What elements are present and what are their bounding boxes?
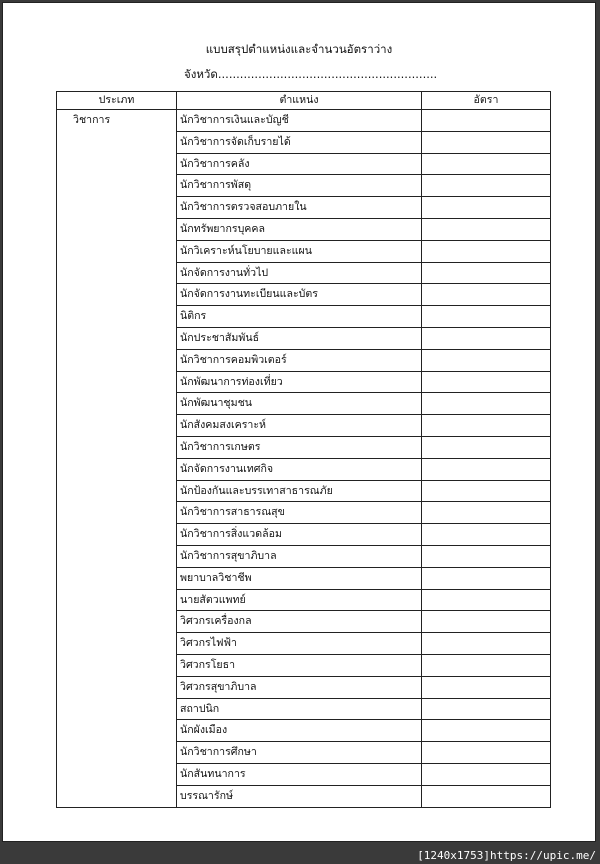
table-row [57, 720, 551, 742]
document-title: แบบสรุปตำแหน่งและจำนวนอัตราว่าง [205, 42, 393, 56]
position-cell: นักวิชาการจัดเก็บรายได้ [177, 131, 422, 153]
table-header-row [57, 92, 551, 110]
rate-cell [422, 545, 551, 567]
category-cell [57, 742, 177, 764]
rate-cell [422, 633, 551, 655]
rate-cell [422, 502, 551, 524]
table-row [57, 567, 551, 589]
position-cell: วิศวกรไฟฟ้า [177, 633, 422, 655]
table-row [57, 611, 551, 633]
category-cell: วิชาการ [57, 110, 177, 132]
rate-cell [422, 262, 551, 284]
position-cell: นิติกร [177, 306, 422, 328]
header-rate: อัตรา [422, 92, 551, 110]
position-cell: นักวิชาการสิ่งแวดล้อม [177, 524, 422, 546]
category-cell [57, 785, 177, 807]
position-cell: บรรณารักษ์ [177, 785, 422, 807]
position-cell: นักผังเมือง [177, 720, 422, 742]
table-row [57, 175, 551, 197]
position-cell: สถาปนิก [177, 698, 422, 720]
rate-cell [422, 393, 551, 415]
category-cell [57, 458, 177, 480]
table-row [57, 698, 551, 720]
position-cell: พยาบาลวิชาชีพ [177, 567, 422, 589]
table-row [57, 349, 551, 371]
province-blank: ............................................................ [217, 67, 438, 81]
table-row [57, 654, 551, 676]
table-row [57, 763, 551, 785]
rate-cell [422, 458, 551, 480]
position-cell: นักวิเคราะห์นโยบายและแผน [177, 240, 422, 262]
table-row [57, 131, 551, 153]
table-row [57, 393, 551, 415]
category-cell [57, 480, 177, 502]
position-cell: นักสังคมสงเคราะห์ [177, 415, 422, 437]
category-cell [57, 153, 177, 175]
rate-cell [422, 589, 551, 611]
category-cell [57, 393, 177, 415]
category-cell [57, 306, 177, 328]
category-cell [57, 763, 177, 785]
rate-cell [422, 197, 551, 219]
rate-cell [422, 524, 551, 546]
position-cell: วิศวกรสุขาภิบาล [177, 676, 422, 698]
category-cell [57, 175, 177, 197]
category-cell [57, 720, 177, 742]
position-cell: วิศวกรเครื่องกล [177, 611, 422, 633]
table-row [57, 262, 551, 284]
category-cell [57, 197, 177, 219]
category-cell [57, 698, 177, 720]
image-watermark: [1240x1753]https://upic.me/ [417, 849, 596, 862]
position-cell: นักวิชาการสาธารณสุข [177, 502, 422, 524]
table-row [57, 371, 551, 393]
table-row [57, 742, 551, 764]
position-cell: นักจัดการงานทะเบียนและบัตร [177, 284, 422, 306]
position-cell: นักวิชาการเงินและบัญชี [177, 110, 422, 132]
position-cell: นักป้องกันและบรรเทาสาธารณภัย [177, 480, 422, 502]
category-cell [57, 567, 177, 589]
table-row [57, 524, 551, 546]
category-cell [57, 218, 177, 240]
table-row [57, 502, 551, 524]
rate-cell [422, 415, 551, 437]
rate-cell [422, 110, 551, 132]
category-cell [57, 284, 177, 306]
position-cell: นักพัฒนาการท่องเที่ยว [177, 371, 422, 393]
rate-cell [422, 742, 551, 764]
rate-cell [422, 240, 551, 262]
position-cell: นักวิชาการศึกษา [177, 742, 422, 764]
category-cell [57, 131, 177, 153]
category-cell [57, 676, 177, 698]
rate-cell [422, 131, 551, 153]
position-cell: นักวิชาการตรวจสอบภายใน [177, 197, 422, 219]
rate-cell [422, 153, 551, 175]
rate-cell [422, 720, 551, 742]
position-cell: นักทรัพยากรบุคคล [177, 218, 422, 240]
position-cell: นักจัดการงานทั่วไป [177, 262, 422, 284]
table-row [57, 589, 551, 611]
table-row [57, 436, 551, 458]
rate-cell [422, 436, 551, 458]
position-cell: นักสันทนาการ [177, 763, 422, 785]
table-row [57, 458, 551, 480]
table-row [57, 197, 551, 219]
table-row [57, 284, 551, 306]
province-line [184, 66, 437, 84]
category-cell [57, 654, 177, 676]
table-body [57, 110, 551, 808]
position-cell: นักวิชาการเกษตร [177, 436, 422, 458]
position-cell: นักวิชาการพัสดุ [177, 175, 422, 197]
table-row [57, 676, 551, 698]
category-cell [57, 415, 177, 437]
rate-cell [422, 327, 551, 349]
table-row [57, 240, 551, 262]
table-row [57, 785, 551, 807]
category-cell [57, 262, 177, 284]
category-cell [57, 436, 177, 458]
rate-cell [422, 284, 551, 306]
table-row [57, 327, 551, 349]
rate-cell [422, 349, 551, 371]
rate-cell [422, 763, 551, 785]
category-cell [57, 545, 177, 567]
category-cell [57, 240, 177, 262]
document-page [2, 2, 596, 842]
position-cell: นักประชาสัมพันธ์ [177, 327, 422, 349]
rate-cell [422, 218, 551, 240]
rate-cell [422, 567, 551, 589]
rate-cell [422, 175, 551, 197]
table-row [57, 545, 551, 567]
rate-cell [422, 676, 551, 698]
table-row [57, 218, 551, 240]
province-label: จังหวัด [184, 67, 218, 81]
category-cell [57, 611, 177, 633]
position-cell: นักวิชาการคอมพิวเตอร์ [177, 349, 422, 371]
category-cell [57, 327, 177, 349]
table-row [57, 153, 551, 175]
table-row [57, 306, 551, 328]
rate-cell [422, 306, 551, 328]
rate-cell [422, 371, 551, 393]
vacancy-table [56, 91, 551, 808]
header-position: ตำแหน่ง [177, 92, 422, 110]
position-cell: นักวิชาการคลัง [177, 153, 422, 175]
rate-cell [422, 698, 551, 720]
category-cell [57, 589, 177, 611]
table-row [57, 480, 551, 502]
position-cell: วิศวกรโยธา [177, 654, 422, 676]
rate-cell [422, 611, 551, 633]
table-row [57, 415, 551, 437]
rate-cell [422, 785, 551, 807]
category-cell [57, 502, 177, 524]
category-cell [57, 524, 177, 546]
header-category: ประเภท [57, 92, 177, 110]
category-cell [57, 349, 177, 371]
position-cell: นายสัตวแพทย์ [177, 589, 422, 611]
position-cell: นักจัดการงานเทศกิจ [177, 458, 422, 480]
table-row [57, 633, 551, 655]
rate-cell [422, 480, 551, 502]
category-cell [57, 633, 177, 655]
table-row [57, 110, 551, 132]
position-cell: นักวิชาการสุขาภิบาล [177, 545, 422, 567]
category-cell [57, 371, 177, 393]
rate-cell [422, 654, 551, 676]
position-cell: นักพัฒนาชุมชน [177, 393, 422, 415]
